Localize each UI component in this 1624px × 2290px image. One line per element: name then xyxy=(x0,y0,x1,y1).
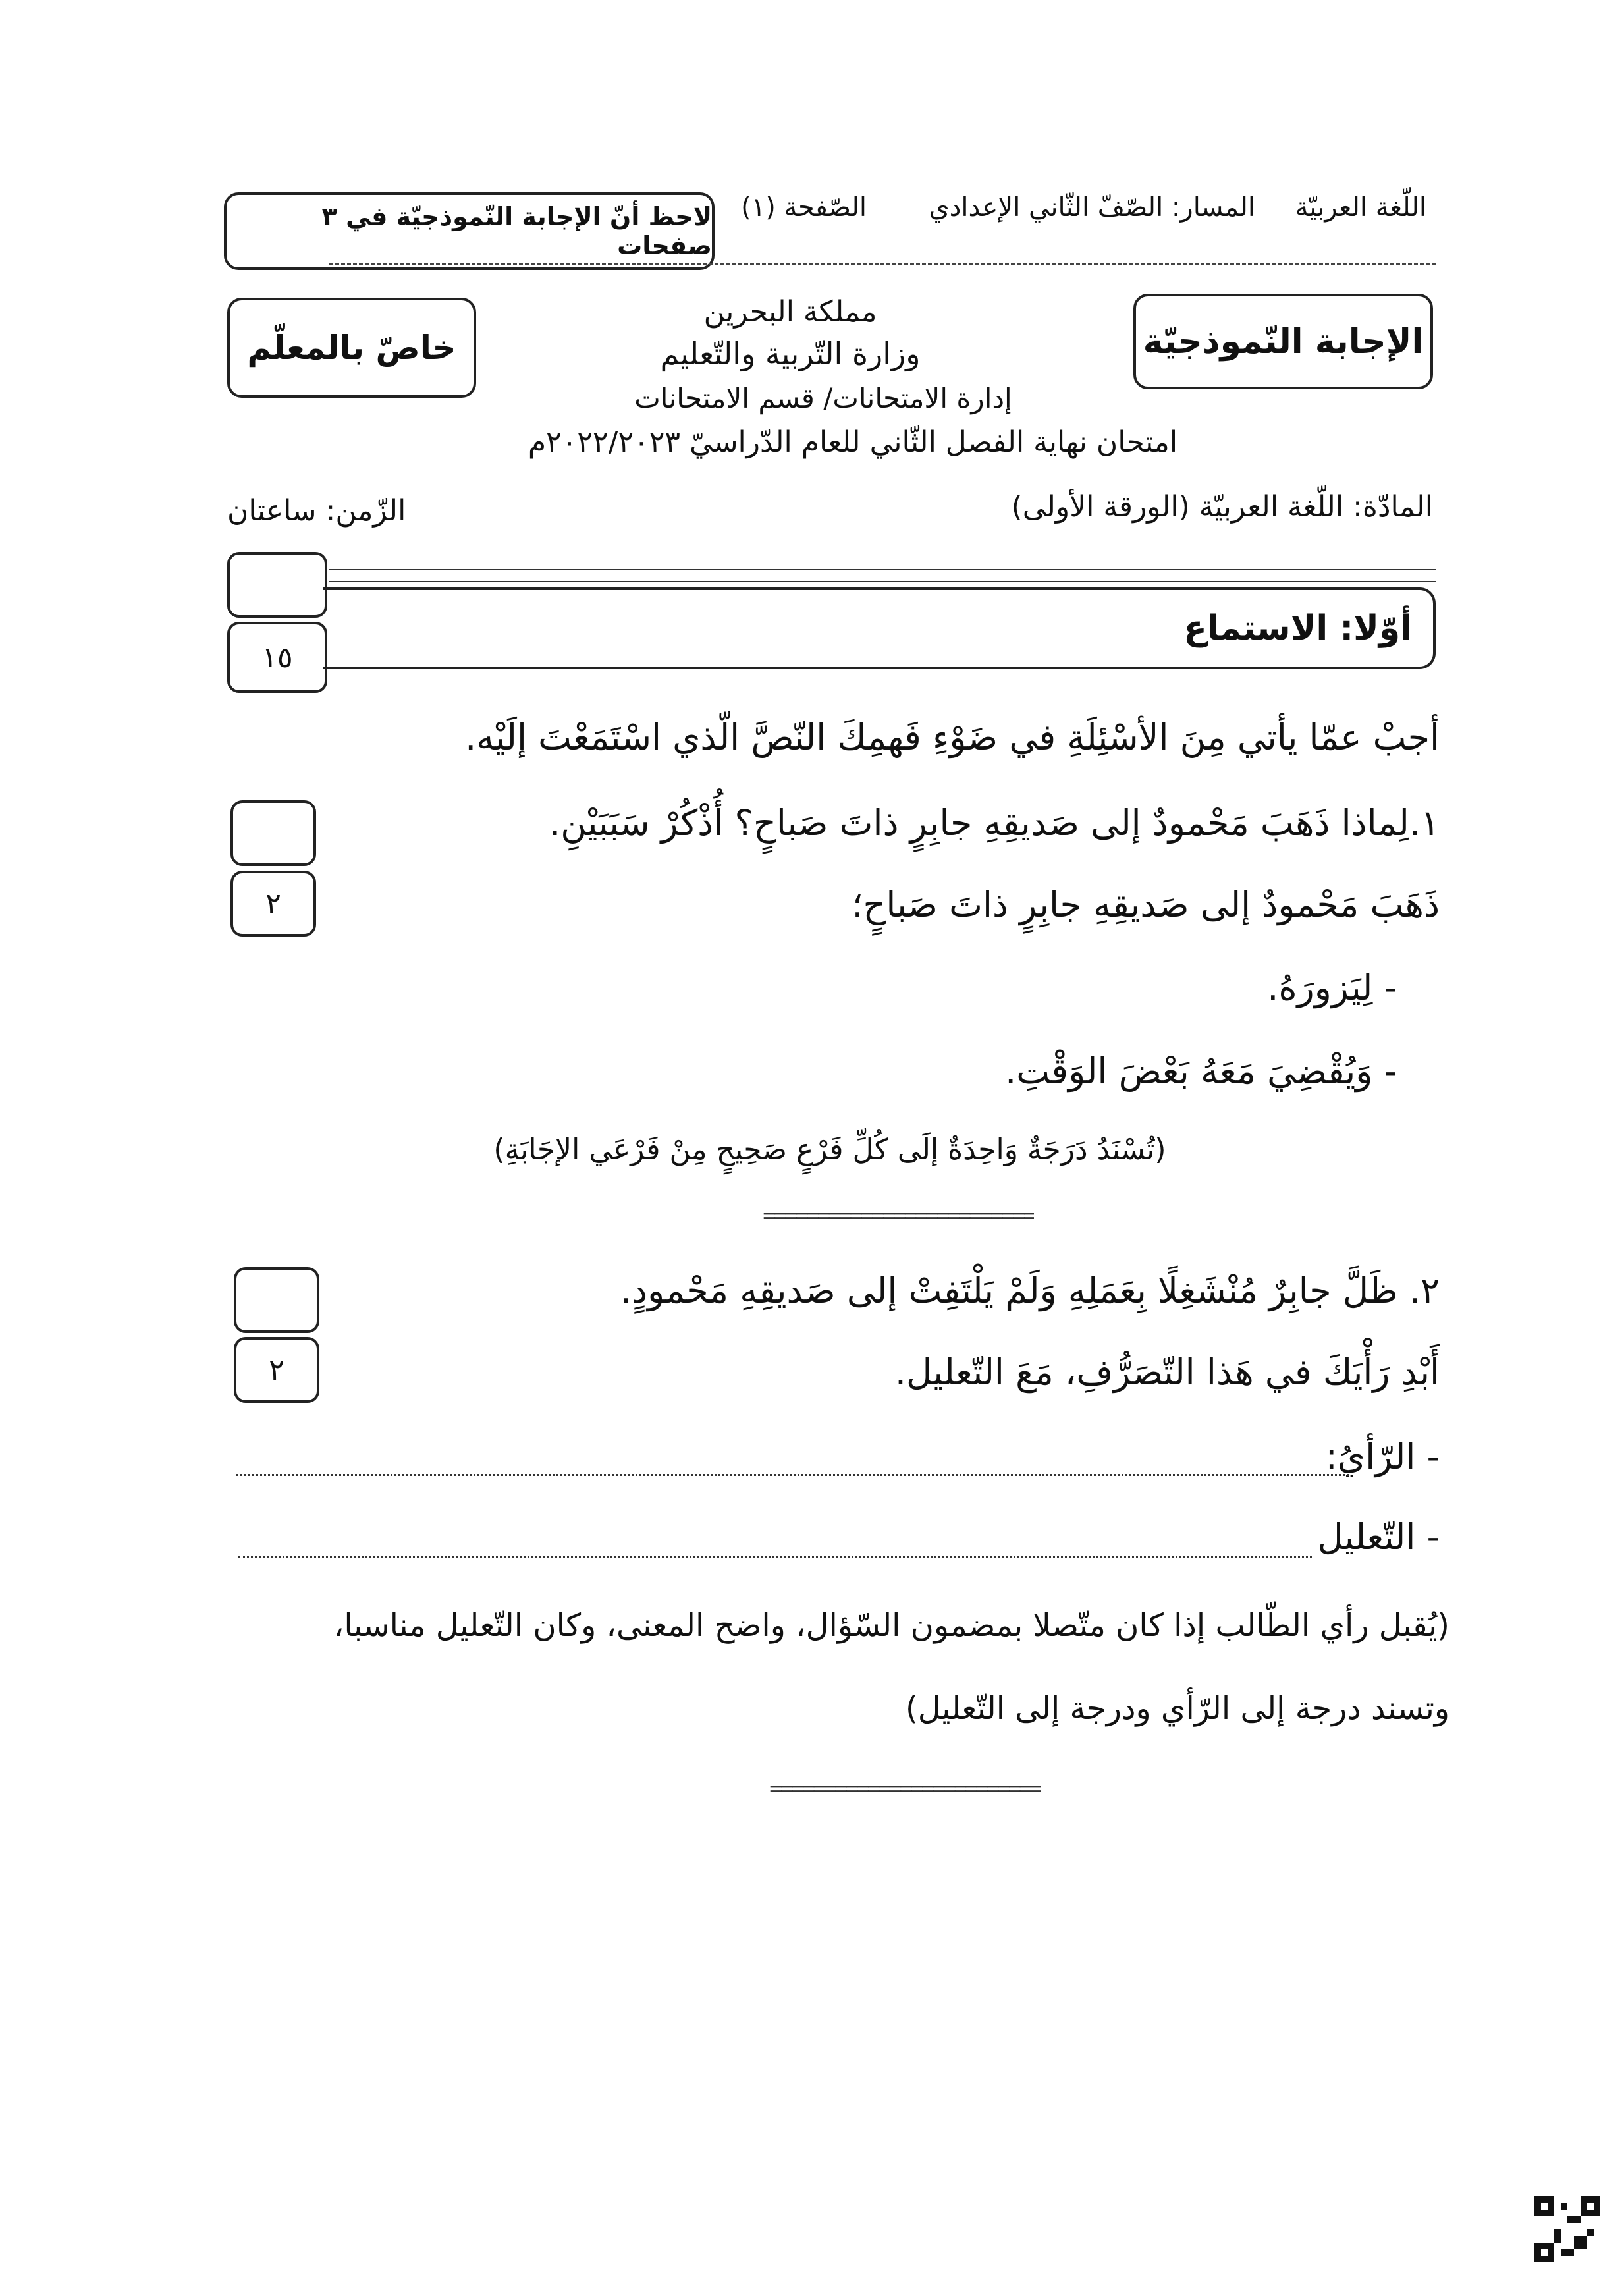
section-rule-bottom xyxy=(329,580,1436,582)
q1-answer-2: - وَيُقْضِيَ مَعَهُ بَعْضَ الوَقْتِ. xyxy=(1005,1050,1397,1092)
subject-line: المادّة: اللّغة العربيّة (الورقة الأولى) xyxy=(1011,490,1433,524)
q2-score-blank xyxy=(234,1267,319,1333)
q1-score xyxy=(230,871,316,937)
model-answer-title: الإجابة النّموذجيّة xyxy=(1143,321,1424,362)
section-score-value: ١٥ xyxy=(261,640,293,674)
q1-answer-intro: ذَهَبَ مَحْمودٌ إلى صَديقِهِ جابِرٍ ذاتَ صَباحٍ؛ xyxy=(852,884,1440,925)
note-text: لاحظ أنّ الإجابة النّموذجيّة في ٣ صفحات xyxy=(321,202,712,260)
exam-title: امتحان نهاية الفصل الثّاني للعام الدّراسيّ ٢٠٢٢/٢٠٢٣م xyxy=(528,425,1178,459)
section-rule-top xyxy=(329,568,1436,570)
header-subject: اللّغة العربيّة xyxy=(1295,192,1426,223)
q2-grading-1: (يُقبل رأي الطّالب إذا كان متّصلا بمضمون السّؤال، واضح المعنى، وكان التّعليل مناسبا، xyxy=(333,1607,1449,1644)
time-line: الزّمن: ساعتان xyxy=(227,494,406,528)
teacher-only-box xyxy=(227,298,476,398)
q2-question: ٢. ظَلَّ جابِرٌ مُنْشَغِلًا بِعَمَلِهِ وَلَمْ يَلْتَفِتْ إلى صَديقِهِ مَحْمودٍ. xyxy=(620,1270,1440,1311)
q1-grading: (تُسْنَدُ دَرَجَةٌ وَاحِدَةٌ إلَى كُلِّ فَرْعٍ صَحِيحٍ مِنْ فَرْعَي الإجَابَةِ) xyxy=(493,1133,1166,1166)
note-box xyxy=(224,192,715,270)
q2-reason-label: - التّعليل xyxy=(1317,1516,1440,1558)
q1-answer-2-text: وَيُقْضِيَ مَعَهُ بَعْضَ الوَقْتِ. xyxy=(1005,1050,1373,1092)
header-page: الصّفحة (١) xyxy=(741,192,867,223)
header-rule xyxy=(329,263,1436,265)
q2-score xyxy=(234,1337,319,1403)
q2-grading-2: وتسند درجة إلى الرّأي ودرجة إلى التّعليل) xyxy=(905,1690,1449,1727)
q2-score-value: ٢ xyxy=(269,1353,284,1387)
section-score xyxy=(227,622,327,693)
q2-separator: ========================= xyxy=(769,1776,1041,1802)
q1-score-blank xyxy=(230,800,316,866)
header-track: المسار: الصّفّ الثّاني الإعدادي xyxy=(929,192,1255,223)
q1-answer-1-text: لِيَزورَهُ. xyxy=(1267,967,1373,1008)
section-title-box xyxy=(323,587,1436,669)
section-score-blank xyxy=(227,552,327,618)
teacher-only-title: خاصّ بالمعلّم xyxy=(247,329,456,367)
ministry: وزارة التّربية والتّعليم xyxy=(660,336,921,371)
qr-code-icon xyxy=(1534,2196,1600,2262)
q2-prompt: أَبْدِ رَأْيَكَ في هَذا التّصَرُّفِ، مَعَ التّعليل. xyxy=(894,1351,1440,1393)
kingdom: مملكة البحرين xyxy=(703,295,877,329)
department: إدارة الامتحانات/ قسم الامتحانات xyxy=(634,382,1012,414)
q2-opinion-line[interactable] xyxy=(236,1474,1349,1476)
instruction: أجبْ عمّا يأتي مِنَ الأسْئِلَةِ في ضَوْءِ فَهمِكَ النّصَّ الّذي اسْتَمَعْتَ إلَيْه. xyxy=(465,717,1440,758)
q1-score-value: ٢ xyxy=(265,886,281,921)
model-answer-box xyxy=(1133,294,1433,389)
q1-question: ١.لِماذا ذَهَبَ مَحْمودٌ إلى صَديقِهِ جابِرٍ ذاتَ صَباحٍ؟ أُذْكُرْ سَبَبَيْنِ. xyxy=(549,802,1440,844)
q2-reason-line[interactable] xyxy=(238,1556,1312,1558)
section-title: أوّلا: الاستماع xyxy=(1183,609,1412,648)
q1-separator: ========================= xyxy=(763,1203,1034,1229)
q1-answer-1: - لِيَزورَهُ. xyxy=(1267,967,1397,1008)
q2-opinion-label: - الرّأيُ: xyxy=(1325,1436,1440,1477)
